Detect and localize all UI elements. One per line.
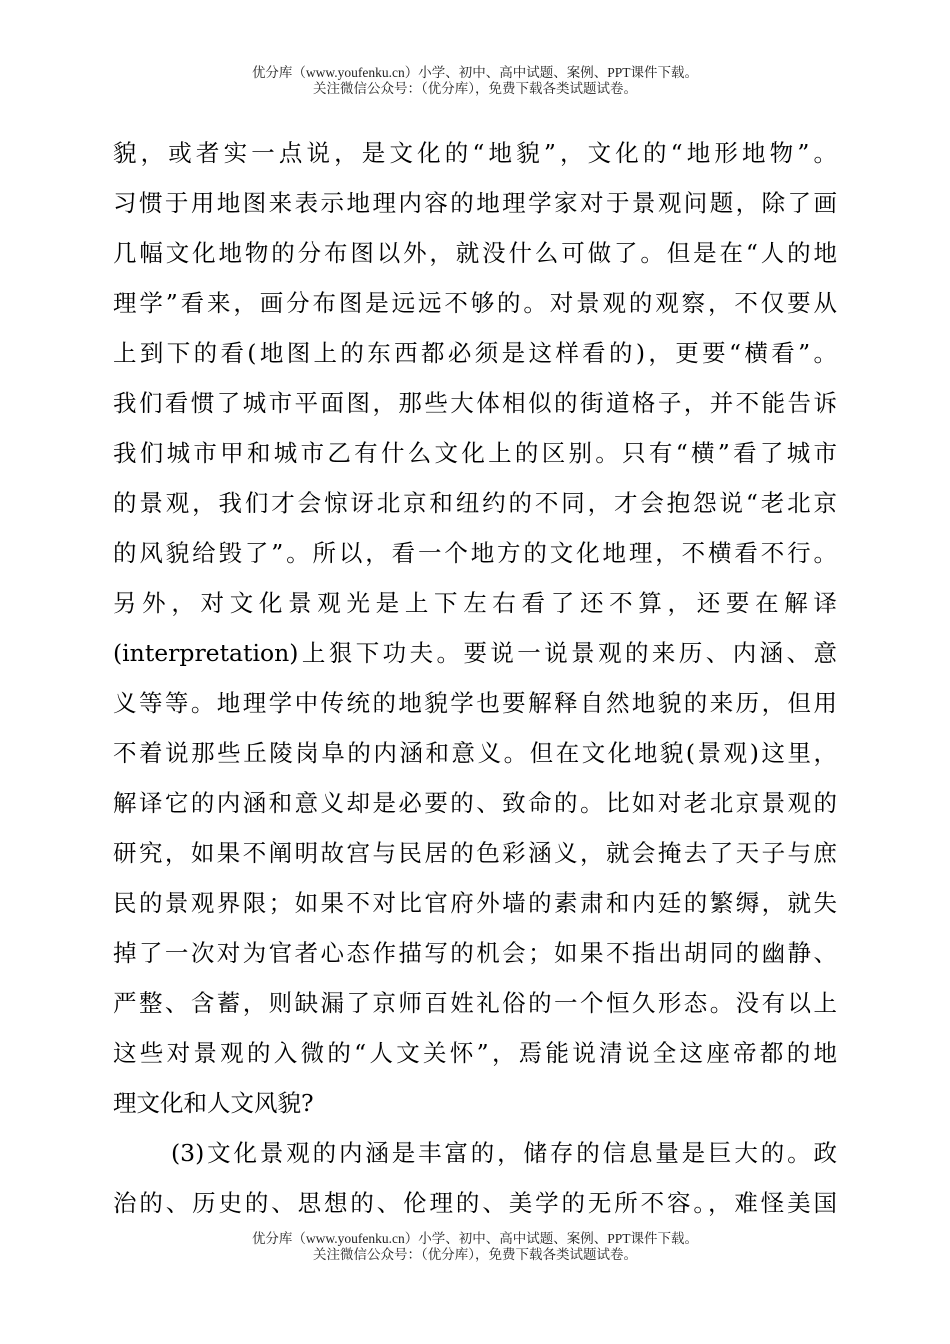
body-line: 几幅文化地物的分布图以外，就没什么可做了。但是在“人的地 <box>113 239 837 267</box>
body-line: 解译它的内涵和意义却是必要的、致命的。比如对老北京景观的 <box>113 789 837 817</box>
page-header <box>0 65 950 97</box>
body-line: 的景观，我们才会惊讶北京和纽约的不同，才会抱怨说“老北京 <box>113 489 837 517</box>
article-body <box>113 128 837 1228</box>
body-line: 义等等。地理学中传统的地貌学也要解释自然地貌的来历，但用 <box>113 689 837 717</box>
body-line: 我们看惯了城市平面图，那些大体相似的街道格子，并不能告诉 <box>113 389 837 417</box>
paragraph-start-line: (3)文化景观的内涵是丰富的，储存的信息量是巨大的。政 <box>171 1139 837 1167</box>
body-line: 理学”看来，画分布图是远远不够的。对景观的观察，不仅要从 <box>113 289 837 317</box>
body-line: 的风貌给毁了”。所以，看一个地方的文化地理，不横看不行。 <box>113 539 837 567</box>
body-line: 另外，对文化景观光是上下左右看了还不算，还要在解译 <box>113 589 837 617</box>
body-line: 上到下的看(地图上的东西都必须是这样看的)，更要“横看”。 <box>113 339 837 367</box>
page-footer <box>0 1231 950 1263</box>
body-line: (interpretation)上狠下功夫。要说一说景观的来历、内涵、意 <box>113 639 837 667</box>
footer-line-2: 关注微信公众号：（优分库），免费下载各类试题试卷。 <box>313 1247 637 1262</box>
header-line-2: 关注微信公众号：（优分库），免费下载各类试题试卷。 <box>313 81 637 96</box>
footer-line-1: 优分库（www.youfenku.cn）小学、初中、高中试题、案例、PPT课件下载。 <box>251 1231 699 1246</box>
body-line: 严整、含蓄，则缺漏了京师百姓礼俗的一个恒久形态。没有以上 <box>113 989 837 1017</box>
header-line-1: 优分库（www.youfenku.cn）小学、初中、高中试题、案例、PPT课件下载。 <box>251 65 699 80</box>
paragraph-end-line: 理文化和人文风貌? <box>113 1089 314 1117</box>
body-line: 治的、历史的、思想的、伦理的、美学的无所不容。，难怪美国 <box>113 1189 837 1217</box>
body-line: 不着说那些丘陵岗阜的内涵和意义。但在文化地貌(景观)这里， <box>113 739 837 767</box>
body-line: 习惯于用地图来表示地理内容的地理学家对于景观问题，除了画 <box>113 189 837 217</box>
body-line: 貌，或者实一点说，是文化的“地貌”，文化的“地形地物”。 <box>113 139 837 167</box>
body-line: 这些对景观的入微的“人文关怀”，焉能说清说全这座帝都的地 <box>113 1039 837 1067</box>
body-line: 民的景观界限；如果不对比官府外墙的素肃和内廷的繁缛，就失 <box>113 889 837 917</box>
body-line: 我们城市甲和城市乙有什么文化上的区别。只有“横”看了城市 <box>113 439 837 467</box>
body-line: 研究，如果不阐明故宫与民居的色彩涵义，就会掩去了天子与庶 <box>113 839 837 867</box>
body-line: 掉了一次对为官者心态作描写的机会；如果不指出胡同的幽静、 <box>113 939 837 967</box>
